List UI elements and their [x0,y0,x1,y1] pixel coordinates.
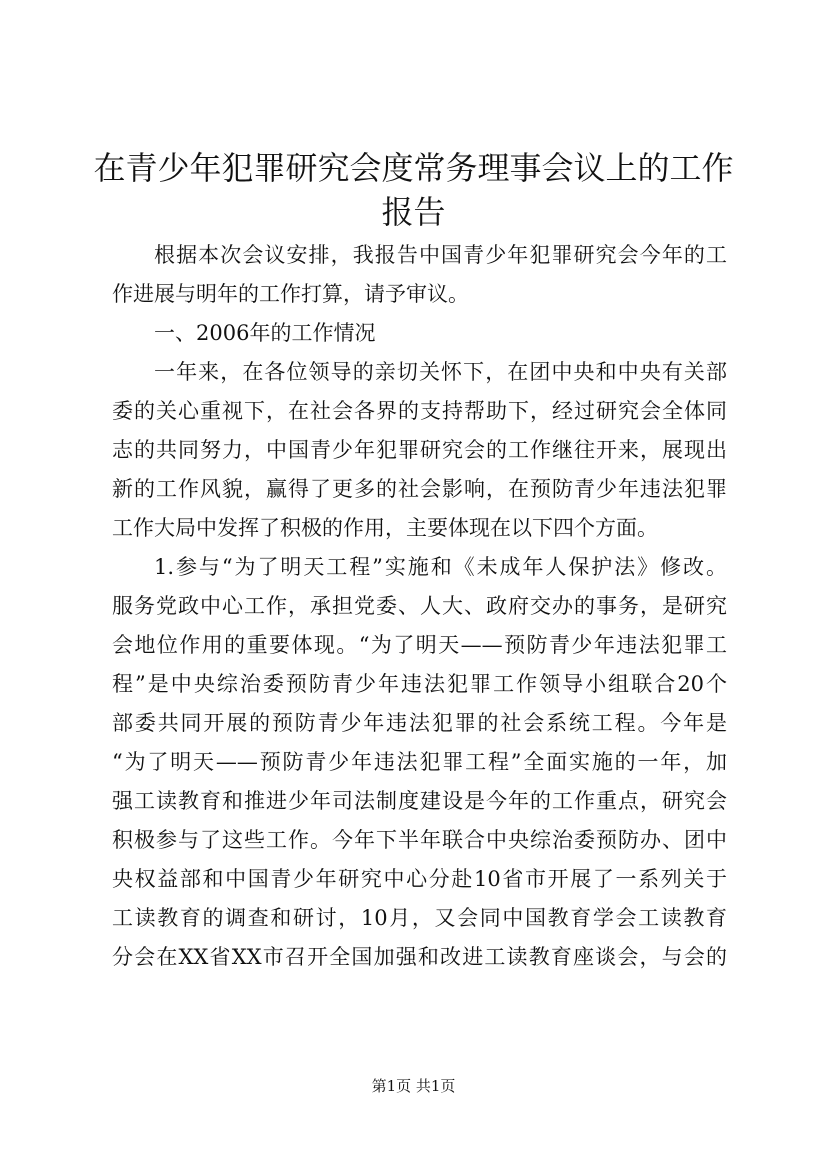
paragraph-line: “为了明天——预防青少年违法犯罪工程”全面实施的一年，加 [112,750,727,774]
document-title [90,146,737,234]
paragraph-line: 央权益部和中国青少年研究中心分赴10省市开展了一系列关于 [112,867,727,891]
paragraph-line: 工作大局中发挥了积极的作用，主要体现在以下四个方面。 [112,516,658,540]
section-heading: 一、2006年的工作情况 [154,321,376,345]
subsection-heading: 1.参与“为了明天工程”实施和《未成年人保护法》修改。 [154,555,727,579]
paragraph-line: 强工读教育和推进少年司法制度建设是今年的工作重点，研究会 [112,789,727,813]
document-body [112,236,727,977]
paragraph-line: 程”是中央综治委预防青少年违法犯罪工作领导小组联合20个 [112,672,727,696]
paragraph-line: 一年来，在各位领导的亲切关怀下，在团中央和中央有关部 [154,360,727,384]
page-footer [0,1076,827,1096]
paragraph-line: 部委共同开展的预防青少年违法犯罪的社会系统工程。今年是 [112,711,727,735]
paragraph-line: 工读教育的调查和研讨，10月，又会同中国教育学会工读教育 [112,906,727,930]
paragraph-line: 志的共同努力，中国青少年犯罪研究会的工作继往开来，展现出 [112,438,727,462]
paragraph-line: 服务党政中心工作，承担党委、人大、政府交办的事务，是研究 [112,594,727,618]
paragraph-line: 分会在XX省XX市召开全国加强和改进工读教育座谈会，与会的 [112,945,727,969]
paragraph-line: 作进展与明年的工作打算，请予审议。 [112,282,469,306]
paragraph-line: 根据本次会议安排，我报告中国青少年犯罪研究会今年的工 [154,243,727,267]
paragraph-line: 新的工作风貌，赢得了更多的社会影响，在预防青少年违法犯罪 [112,477,727,501]
paragraph-line: 委的关心重视下，在社会各界的支持帮助下，经过研究会全体同 [112,399,727,423]
title-line-2: 报告 [381,193,446,231]
page-number-label: 第1页 共1页 [371,1077,456,1095]
paragraph-line: 会地位作用的重要体现。“为了明天——预防青少年违法犯罪工 [112,633,727,657]
title-line-1: 在青少年犯罪研究会度常务理事会议上的工作 [93,149,734,187]
paragraph-line: 积极参与了这些工作。今年下半年联合中央综治委预防办、团中 [112,828,727,852]
